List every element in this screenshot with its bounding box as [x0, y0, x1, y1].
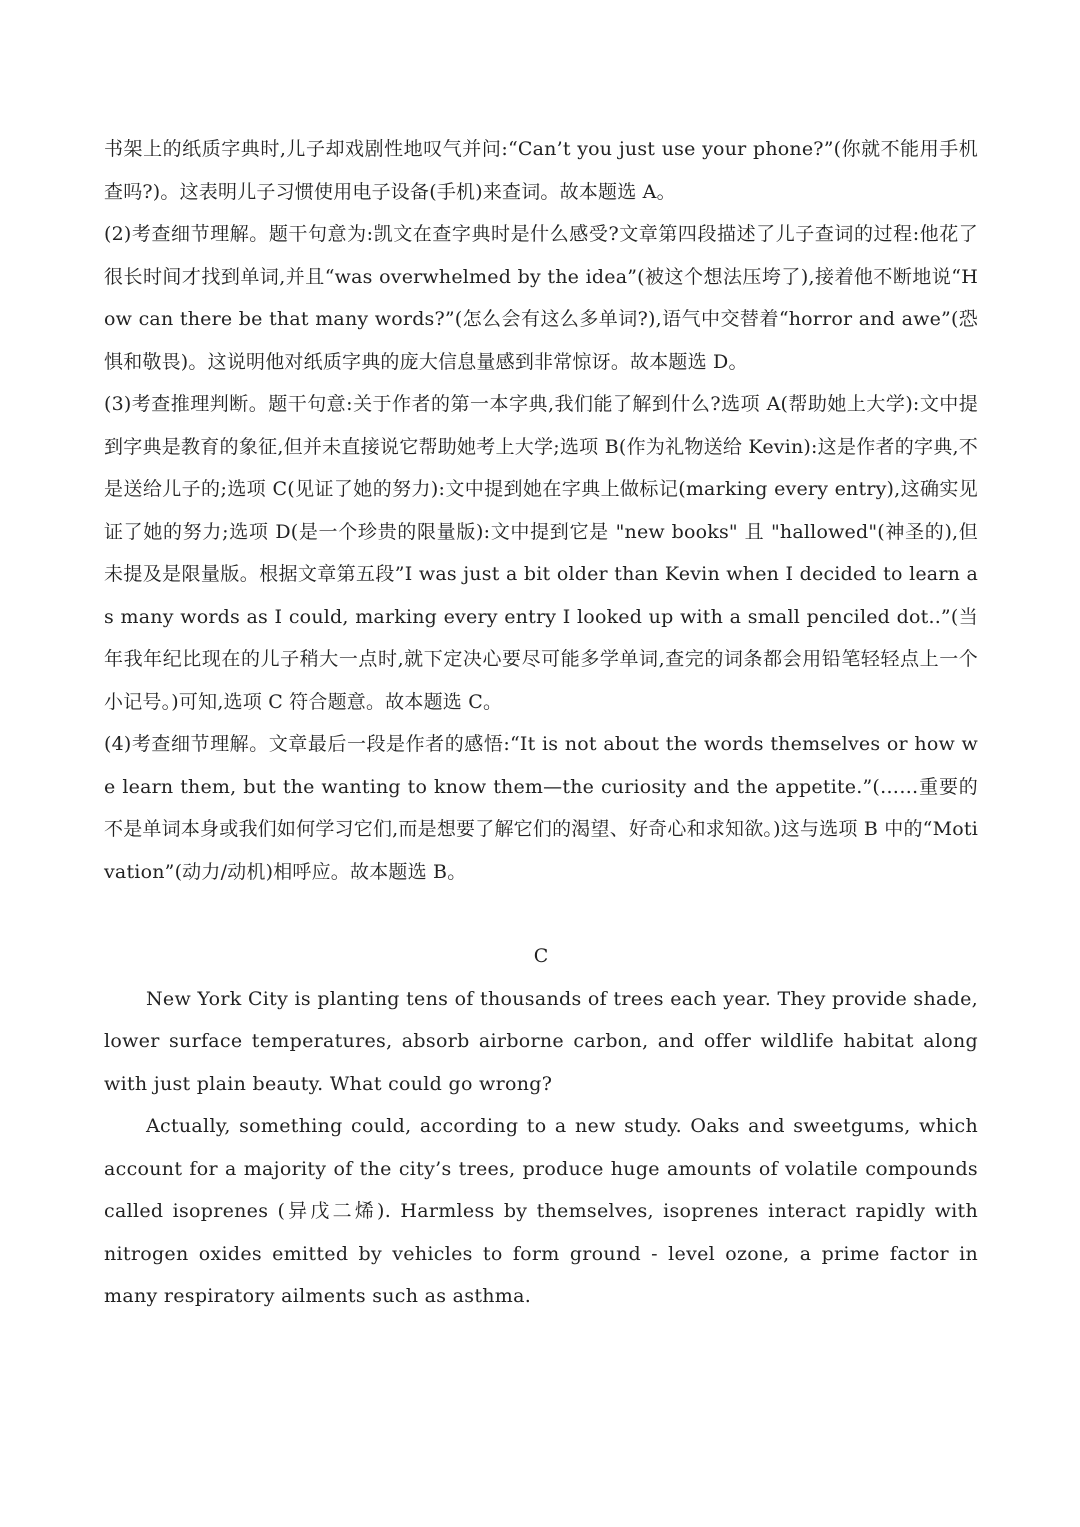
answer-explanations: [104, 128, 978, 893]
answer-paragraph-4: (4)考查细节理解。文章最后一段是作者的感悟:“It is not about the words themselves or how we learn them, but the wanting to know them—the curiosity and the appetite.”(……重要的不是单词本身或我们如何学习它们,而是想要了解它们的渴望、好奇心和求知欲。)这与选项 B 中的“Motivation”(动力/动机)相呼应。故本题选 B。: [104, 733, 978, 883]
passage-paragraph-2: Actually, something could, according to a new study. Oaks and sweetgums, which account for a majority of the city’s trees, produce huge amounts of volatile compounds called isoprenes (异戊二烯). Harmless by themselves, isoprenes interact rapidly with nitrogen oxides emitted by vehicles to form ground - level ozone, a prime factor in many respiratory ailments such as asthma.: [104, 1115, 978, 1307]
document-content: [104, 128, 978, 1318]
passage-paragraph-1: New York City is planting tens of thousands of trees each year. They provide shade, lower surface temperatures, absorb airborne carbon, and offer wildlife habitat along with just plain beauty. What could go wrong?: [104, 987, 978, 1095]
answer-paragraph-2: (2)考查细节理解。题干句意为:凯文在查字典时是什么感受?文章第四段描述了儿子查词的过程:他花了很长时间才找到单词,并且“was overwhelmed by the idea”(被这个想法压垮了),接着他不断地说“How can there be that many words?”(怎么会有这么多单词?),语气中交替着“horror and awe”(恐惧和敬畏)。这说明他对纸质字典的庞大信息量感到非常惊讶。故本题选 D。: [104, 223, 978, 373]
section-heading: C: [533, 945, 549, 967]
reading-passage-c: [104, 935, 978, 1318]
answer-paragraph-1-continued: 书架上的纸质字典时,儿子却戏剧性地叹气并问:“Can’t you just use your phone?”(你就不能用手机查吗?)。这表明儿子习惯使用电子设备(手机)来查词。故本题选 A。: [104, 138, 978, 203]
answer-paragraph-3: (3)考查推理判断。题干句意:关于作者的第一本字典,我们能了解到什么?选项 A(帮助她上大学):文中提到字典是教育的象征,但并未直接说它帮助她考上大学;选项 B(作为礼物送给 Kevin):这是作者的字典,不是送给儿子的;选项 C(见证了她的努力):文中提到她在字典上做标记(marking every entry),这确实见证了她的努力;选项 D(是一个珍贵的限量版):文中提到它是 "new books" 且 "hallowed"(神圣的),但未提及是限量版。根据文章第五段”I was just a bit older than Kevin when I decided to learn as many words as I could, marking every entry I looked up with a small penciled dot..”(当年我年纪比现在的儿子稍大一点时,就下定决心要尽可能多学单词,查完的词条都会用铅笔轻轻点上一个小记号。)可知,选项 C 符合题意。故本题选 C。: [104, 393, 978, 713]
